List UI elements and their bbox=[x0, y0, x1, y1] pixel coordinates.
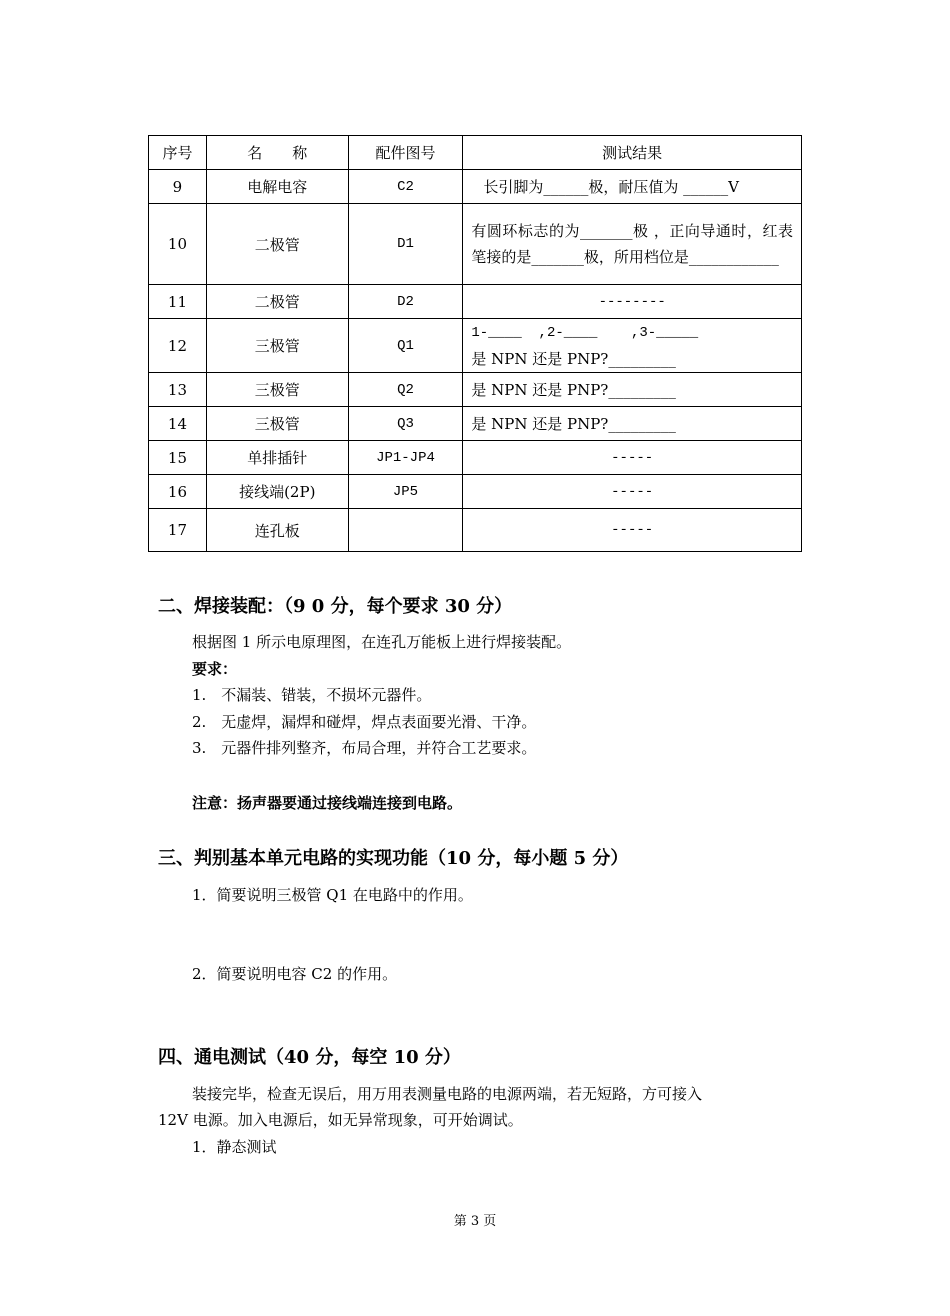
section-3-title: 三、判别基本单元电路的实现功能（10 分，每小题 5 分） bbox=[158, 848, 629, 869]
test-result: 是 NPN 还是 PNP?_________ bbox=[463, 373, 802, 407]
row-number: 16 bbox=[149, 475, 207, 509]
npn-pnp-question: 是 NPN 还是 PNP?_________ bbox=[471, 349, 676, 368]
header-cell: 配件图号 bbox=[348, 136, 463, 170]
test-result: 有圆环标志的为_______极 ，正向导通时，红表笔接的是_______极，所用档位是____________ bbox=[463, 204, 802, 285]
part-name: 连孔板 bbox=[206, 509, 348, 552]
part-designator: JP5 bbox=[348, 475, 463, 509]
part-name: 接线端(2P) bbox=[206, 475, 348, 509]
requirements-label: 要求： bbox=[192, 660, 238, 678]
table-row bbox=[149, 475, 802, 509]
table-row bbox=[149, 319, 802, 373]
row-number: 9 bbox=[149, 170, 207, 204]
header-cell: 测试结果 bbox=[463, 136, 802, 170]
test-result bbox=[463, 319, 802, 373]
question-1: 1．简要说明三极管 Q1 在电路中的作用。 bbox=[192, 886, 473, 904]
table-row bbox=[149, 407, 802, 441]
row-number: 12 bbox=[149, 319, 207, 373]
section-4-para-line-2: 12V 电源。加入电源后，如无异常现象，可开始调试。 bbox=[158, 1111, 523, 1129]
row-number: 13 bbox=[149, 373, 207, 407]
test-result: -------- bbox=[463, 285, 802, 319]
requirement-item: 2. 无虚焊，漏焊和碰焊，焊点表面要光滑、干净。 bbox=[192, 713, 537, 731]
requirement-item: 1. 不漏装、错装，不损坏元器件。 bbox=[192, 686, 432, 704]
static-test-item: 1．静态测试 bbox=[192, 1138, 277, 1156]
section-2-intro: 根据图 1 所示电原理图，在连孔万能板上进行焊接装配。 bbox=[192, 633, 572, 651]
part-designator: C2 bbox=[348, 170, 463, 204]
requirement-item: 3. 元器件排列整齐，布局合理，并符合工艺要求。 bbox=[192, 739, 537, 757]
part-name: 单排插针 bbox=[206, 441, 348, 475]
section-4-para-line-1: 装接完毕，检查无误后，用万用表测量电路的电源两端，若无短路，方可接入 bbox=[192, 1085, 703, 1103]
part-designator: D2 bbox=[348, 285, 463, 319]
part-name: 二极管 bbox=[206, 285, 348, 319]
table-row bbox=[149, 204, 802, 285]
part-designator: D1 bbox=[348, 204, 463, 285]
speaker-note: 注意：扬声器要通过接线端连接到电路。 bbox=[192, 794, 463, 812]
test-result: 是 NPN 还是 PNP?_________ bbox=[463, 407, 802, 441]
header-cell: 名 称 bbox=[206, 136, 348, 170]
part-designator: JP1-JP4 bbox=[348, 441, 463, 475]
test-result: ----- bbox=[463, 475, 802, 509]
table-row bbox=[149, 285, 802, 319]
table-row bbox=[149, 170, 802, 204]
question-2: 2．简要说明电容 C2 的作用。 bbox=[192, 965, 398, 983]
part-name: 二极管 bbox=[206, 204, 348, 285]
part-designator bbox=[348, 509, 463, 552]
table-row bbox=[149, 441, 802, 475]
table-header-row bbox=[149, 136, 802, 170]
test-result: 长引脚为______极，耐压值为 ______V bbox=[463, 170, 802, 204]
part-name: 三极管 bbox=[206, 319, 348, 373]
section-2-title: 二、焊接装配：（9 0 分，每个要求 30 分） bbox=[158, 596, 513, 617]
part-name: 电解电容 bbox=[206, 170, 348, 204]
table-row bbox=[149, 373, 802, 407]
test-result: ----- bbox=[463, 509, 802, 552]
part-designator: Q3 bbox=[348, 407, 463, 441]
pin-identification: 1-____ ,2-____ ,3-_____ bbox=[471, 324, 699, 341]
part-designator: Q1 bbox=[348, 319, 463, 373]
page-number: 第 3 页 bbox=[453, 1214, 497, 1229]
row-number: 14 bbox=[149, 407, 207, 441]
header-cell: 序号 bbox=[149, 136, 207, 170]
section-4-title: 四、通电测试（40 分，每空 10 分） bbox=[158, 1047, 461, 1068]
row-number: 10 bbox=[149, 204, 207, 285]
part-name: 三极管 bbox=[206, 407, 348, 441]
test-result: ----- bbox=[463, 441, 802, 475]
row-number: 11 bbox=[149, 285, 207, 319]
table-row bbox=[149, 509, 802, 552]
row-number: 15 bbox=[149, 441, 207, 475]
row-number: 17 bbox=[149, 509, 207, 552]
part-designator: Q2 bbox=[348, 373, 463, 407]
parts-table bbox=[148, 135, 802, 552]
part-name: 三极管 bbox=[206, 373, 348, 407]
